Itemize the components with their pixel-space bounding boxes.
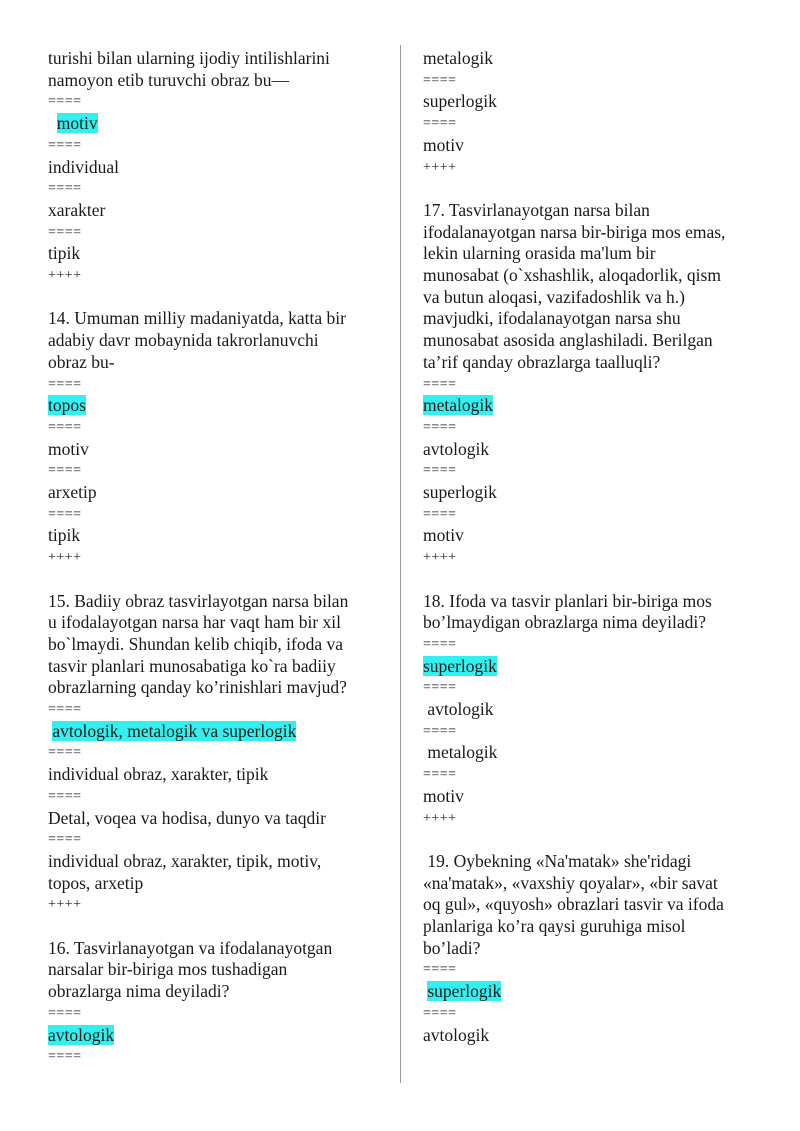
answer-highlight: topos [48,395,86,416]
separator: ==== [48,832,82,848]
answer-option: avtologik [423,438,490,459]
question-13-continued [48,48,378,287]
answer-correct [48,395,378,417]
question-text: ta’rif qanday obrazlarga taalluqli? [423,351,661,372]
answer-option: tipik [48,243,81,264]
answer-option: metalogik [423,48,493,68]
separator: ==== [423,376,457,392]
separator: ==== [423,463,457,479]
answer-option: individual [48,156,119,177]
separator: ==== [423,680,457,696]
question-text: bo`lmaydi. Shundan kelib chiqib, ifoda va [48,633,344,654]
answer-highlight: avtologik, metalogik va superlogik [52,720,297,741]
question-text: «na'matak», «vaxshiy qoyalar», «bir savat [423,872,718,893]
answer-highlight: metalogik [423,395,493,416]
separator: ==== [423,767,457,783]
column-divider [400,45,401,1083]
question-text: planlariga ko’ra qaysi guruhiga misol [423,916,686,937]
answer-correct [423,395,763,417]
separator: ==== [48,137,82,153]
answer-option: Detal, voqea va hodisa, dunyo va taqdir [48,807,326,828]
question-text: munosabat (o`xshashlik, aloqadorlik, qism [423,265,721,286]
answer-option: xarakter [48,199,106,220]
separator: ==== [423,636,457,652]
end-marker: ++++ [423,810,457,826]
question-text: munosabat asosida anglashiladi. Berilgan [423,330,713,351]
answer-highlight: motiv [56,113,98,134]
answer-option: avtologik [423,699,494,720]
answer-option: tipik [48,525,81,546]
separator: ==== [423,506,457,522]
answer-highlight: superlogik [423,655,497,676]
separator: ==== [423,116,457,132]
question-text: turishi bilan ularning ijodiy intilishlarini [48,48,330,68]
question-text: lekin ularning orasida ma'lum bir [423,243,656,264]
end-marker: ++++ [48,268,82,284]
answer-option: motiv [423,785,464,806]
answer-option: individual obraz, xarakter, tipik [48,764,269,785]
answer-correct [48,721,378,743]
separator: ==== [48,788,82,804]
question-text: oq gul», «quyosh» obrazlari tasvir va ifoda [423,894,724,915]
end-marker: ++++ [48,897,82,913]
left-column [48,48,378,1068]
question-text: mavjudki, ifodalanayotgan narsa shu [423,308,681,329]
answer-highlight: superlogik [427,981,502,1002]
question-text: tasvir planlari munosabatiga ko`ra badiiy [48,655,336,676]
separator: ==== [48,1049,82,1065]
question-text: narsalar bir-biriga mos tushadigan [48,959,288,980]
question-text: namoyon etib turuvchi obraz bu— [48,69,290,90]
question-text: obrazlarga nima deyiladi? [48,981,230,1002]
question-text: 17. Tasvirlanayotgan narsa bilan [423,199,650,220]
end-marker: ++++ [423,550,457,566]
separator: ==== [48,1005,82,1021]
answer-option: avtologik [423,1024,490,1045]
separator: ==== [423,1005,457,1021]
question-18 [423,591,763,830]
separator: ==== [48,745,82,761]
answer-option: motiv [48,438,89,459]
end-marker: ++++ [423,159,457,175]
question-14 [48,308,378,568]
question-text: obraz bu- [48,351,115,372]
question-text: adabiy davr mobaynida takrorlanuvchi [48,330,319,351]
end-marker: ++++ [48,550,82,566]
question-text: 19. Oybekning «Na'matak» she'ridagi [423,850,692,871]
answer-option: topos, arxetip [48,872,144,893]
separator: ==== [48,463,82,479]
question-text: u ifodalayotgan narsa har vaqt ham bir xil [48,612,342,633]
question-text: 18. Ifoda va tasvir planlari bir-biriga mos [423,590,712,611]
answer-option: metalogik [423,742,498,763]
question-19 [423,851,763,1046]
separator: ==== [423,723,457,739]
answer-option: arxetip [48,482,97,503]
answer-correct [423,981,763,1003]
separator: ==== [48,181,82,197]
question-16 [48,938,378,1068]
question-text: 15. Badiiy obraz tasvirlayotgan narsa bilan [48,590,349,611]
question-17 [423,200,763,569]
separator: ==== [48,506,82,522]
answer-correct [48,1025,378,1047]
separator: ==== [423,419,457,435]
separator: ==== [48,419,82,435]
answer-correct [48,113,378,135]
separator: ==== [423,72,457,88]
question-text: obrazlarning qanday ko’rinishlari mavjud? [48,677,347,698]
separator: ==== [423,962,457,978]
answer-correct [423,656,763,678]
answer-option: individual obraz, xarakter, tipik, motiv, [48,850,322,871]
question-16-continued [423,48,763,178]
answer-option: superlogik [423,91,497,112]
separator: ==== [48,224,82,240]
separator: ==== [48,702,82,718]
question-text: ifodalanayotgan narsa bir-biriga mos emas, [423,221,726,242]
answer-highlight: avtologik [48,1024,115,1045]
answer-option: motiv [423,525,464,546]
right-column [423,48,763,1046]
separator: ==== [48,94,82,110]
question-text: bo’ladi? [423,937,481,958]
question-15 [48,591,378,917]
question-text: va butun aloqasi, vazifadoshlik va h.) [423,286,685,307]
question-text: bo’lmaydigan obrazlarga nima deyiladi? [423,612,706,633]
answer-option: motiv [423,134,464,155]
answer-option: superlogik [423,482,497,503]
separator: ==== [48,376,82,392]
question-text: 16. Tasvirlanayotgan va ifodalanayotgan [48,937,333,958]
question-text: 14. Umuman milliy madaniyatda, katta bir [48,308,346,329]
